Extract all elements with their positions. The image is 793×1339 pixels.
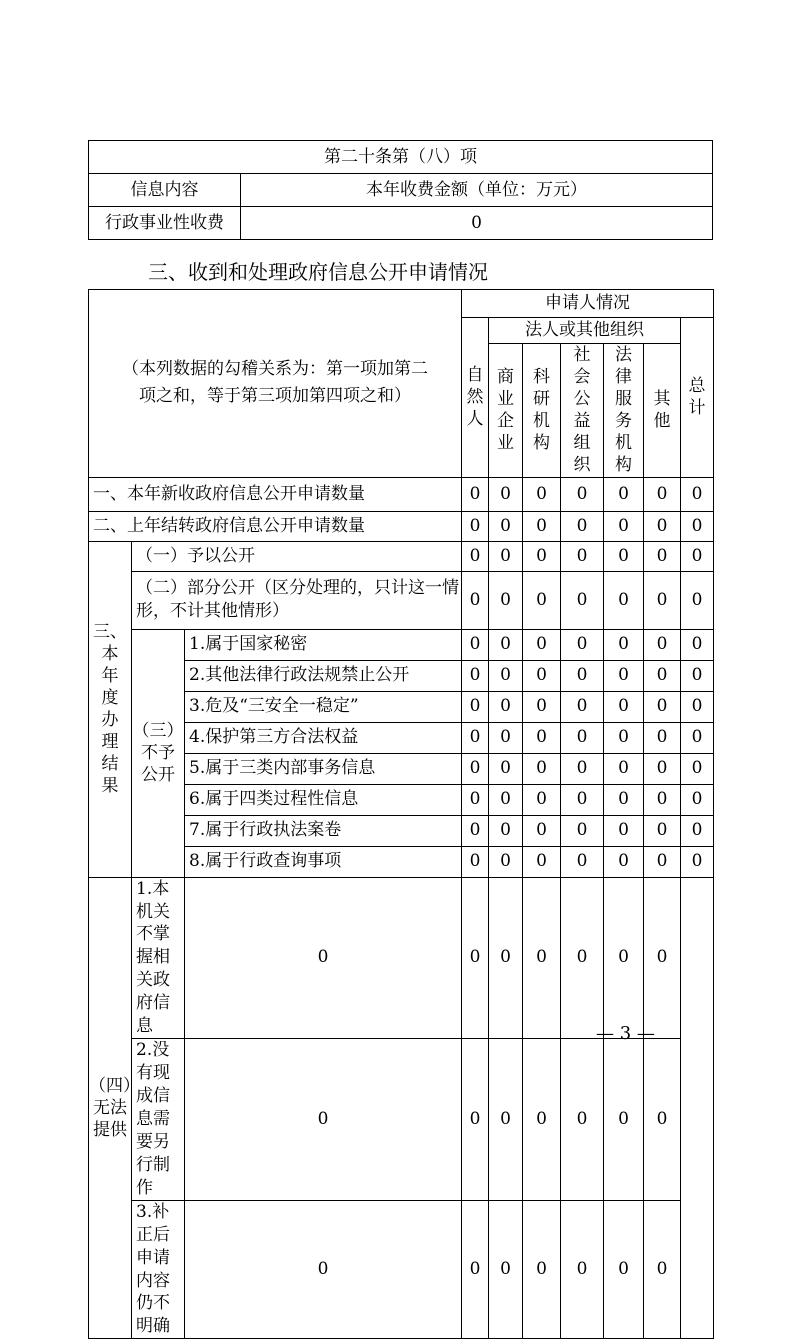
vertical-char: 构: [615, 455, 633, 476]
cell-research: 0: [489, 1039, 523, 1201]
cell-research: 0: [523, 511, 561, 541]
cell-social: 0: [561, 571, 604, 629]
table-row: [89, 629, 714, 660]
col-research: [523, 344, 561, 478]
vertical-char: 科: [533, 367, 551, 388]
cell-natural-person: 0: [462, 815, 489, 846]
cell-legal-service: 0: [604, 511, 644, 541]
table-row: [89, 877, 714, 1039]
row-label: 1.属于国家秘密: [185, 629, 462, 660]
cell-legal-service: 0: [561, 1200, 604, 1339]
vertical-char: 自: [466, 365, 484, 386]
cell-other: 0: [604, 877, 644, 1039]
vertical-char: 度: [101, 687, 119, 708]
vertical-char: 机: [615, 433, 633, 454]
row-label: （一）予以公开: [132, 541, 462, 571]
row-label: 1.本机关不掌握相关政府信息: [132, 877, 185, 1039]
vertical-char: 公开: [141, 765, 175, 786]
row-label: 2.没有现成信息需要另行制作: [132, 1039, 185, 1201]
cell-total: 0: [681, 477, 714, 511]
cell-natural-person: 0: [462, 541, 489, 571]
cell-other: 0: [644, 815, 681, 846]
application-table: [88, 289, 714, 1339]
cell-natural-person: 0: [462, 511, 489, 541]
vertical-char: （四）: [89, 1075, 140, 1096]
cell-natural-person: 0: [185, 1039, 462, 1201]
section-title: 三、收到和处理政府信息公开申请情况: [148, 260, 488, 284]
cell-research: 0: [523, 629, 561, 660]
cell-legal-service: 0: [604, 815, 644, 846]
cell-business: 0: [489, 784, 523, 815]
cell-legal-service: 0: [604, 629, 644, 660]
cell-research: 0: [523, 846, 561, 877]
cell-social: 0: [523, 877, 561, 1039]
vertical-char: 果: [101, 776, 119, 797]
fee-table: [88, 140, 713, 240]
cell-other: 0: [644, 722, 681, 753]
vertical-char: 机: [533, 411, 551, 432]
fee-table-row-value: 0: [241, 207, 713, 240]
group3-sub3-label: [132, 629, 185, 877]
vertical-char: 然: [466, 387, 484, 408]
applicant-header: 申请人情况: [462, 290, 714, 318]
cell-total: 0: [681, 541, 714, 571]
cell-total: 0: [644, 1200, 681, 1339]
vertical-char: 总: [688, 376, 706, 397]
cell-business: 0: [489, 541, 523, 571]
cell-business: 0: [489, 815, 523, 846]
cell-legal-service: 0: [604, 477, 644, 511]
fee-table-col2: 本年收费金额（单位：万元）: [241, 174, 713, 207]
vertical-char: 社: [573, 345, 591, 365]
cell-natural-person: 0: [185, 877, 462, 1039]
cell-social: 0: [561, 815, 604, 846]
cell-total: 0: [681, 722, 714, 753]
col-business: [489, 344, 523, 478]
cell-legal-service: 0: [604, 691, 644, 722]
page-number: — 3 —: [596, 1023, 655, 1044]
col-social: [561, 344, 604, 478]
cell-other: 0: [604, 1200, 644, 1339]
cell-research: 0: [489, 877, 523, 1039]
table-row: [89, 571, 714, 629]
vertical-char: 织: [573, 455, 591, 476]
cell-research: 0: [523, 541, 561, 571]
row-label: 3.危及“三安全一稳定”: [185, 691, 462, 722]
vertical-char: 办: [101, 710, 119, 731]
table-note: [89, 290, 462, 478]
row-label: 2.其他法律行政法规禁止公开: [185, 660, 462, 691]
cell-other: 0: [644, 541, 681, 571]
cell-total: 0: [681, 784, 714, 815]
vertical-char: 构: [533, 433, 551, 454]
cell-other: 0: [604, 1039, 644, 1201]
cell-total: 0: [644, 877, 681, 1039]
cell-social: 0: [561, 511, 604, 541]
cell-total: 0: [681, 511, 714, 541]
cell-business: 0: [489, 846, 523, 877]
cell-natural-person: 0: [462, 846, 489, 877]
cell-business: 0: [489, 511, 523, 541]
cell-total: 0: [681, 753, 714, 784]
fee-table-col1: 信息内容: [89, 174, 241, 207]
cell-research: 0: [523, 477, 561, 511]
cell-business: 0: [489, 571, 523, 629]
vertical-char: 三、: [93, 621, 127, 642]
col-other: [644, 344, 681, 478]
cell-legal-service: 0: [561, 877, 604, 1039]
cell-total: 0: [681, 660, 714, 691]
cell-natural-person: 0: [462, 571, 489, 629]
cell-business: 0: [462, 1200, 489, 1339]
cell-business: 0: [489, 753, 523, 784]
row-label: 8.属于行政查询事项: [185, 846, 462, 877]
cell-total: 0: [681, 691, 714, 722]
note-line-2: 项之和，等于第三项加第四项之和）: [139, 386, 411, 407]
cell-business: 0: [489, 691, 523, 722]
vertical-char: 法: [615, 345, 633, 365]
group3-label: [89, 541, 132, 877]
vertical-char: 公: [573, 389, 591, 410]
vertical-char: 理: [101, 732, 119, 753]
cell-total: 0: [681, 571, 714, 629]
vertical-char: 提供: [93, 1119, 127, 1140]
cell-legal-service: 0: [604, 846, 644, 877]
cell-natural-person: 0: [462, 722, 489, 753]
cell-legal-service: 0: [561, 1039, 604, 1201]
table-row: [89, 541, 714, 571]
cell-social: 0: [561, 660, 604, 691]
col-legal-service: [604, 344, 644, 478]
vertical-char: 年: [101, 665, 119, 686]
vertical-char: 业: [497, 433, 515, 454]
cell-research: 0: [523, 815, 561, 846]
vertical-char: 业: [497, 389, 515, 410]
cell-business: 0: [489, 629, 523, 660]
table-row: [89, 511, 714, 541]
cell-natural-person: 0: [462, 629, 489, 660]
cell-other: 0: [644, 629, 681, 660]
cell-social: 0: [561, 477, 604, 511]
fee-table-header: 第二十条第（八）项: [89, 141, 713, 174]
cell-social: 0: [561, 753, 604, 784]
row-label: 6.属于四类过程性信息: [185, 784, 462, 815]
cell-business: 0: [489, 722, 523, 753]
vertical-char: 研: [533, 389, 551, 410]
cell-research: 0: [523, 571, 561, 629]
vertical-char: 务: [615, 411, 633, 432]
cell-research: 0: [523, 691, 561, 722]
row-label: 7.属于行政执法案卷: [185, 815, 462, 846]
row-label: 一、本年新收政府信息公开申请数量: [89, 477, 462, 511]
cell-business: 0: [489, 477, 523, 511]
cell-social: 0: [523, 1200, 561, 1339]
cell-natural-person: 0: [185, 1200, 462, 1339]
vertical-char: 会: [573, 367, 591, 388]
cell-business: 0: [462, 1039, 489, 1201]
vertical-char: 本: [101, 643, 119, 664]
cell-natural-person: 0: [462, 477, 489, 511]
cell-legal-service: 0: [604, 660, 644, 691]
cell-business: 0: [489, 660, 523, 691]
application-table-body: [89, 290, 714, 1339]
cell-other: 0: [644, 753, 681, 784]
cell-social: 0: [561, 629, 604, 660]
vertical-char: （三）: [132, 720, 184, 741]
cell-other: 0: [644, 691, 681, 722]
cell-business: 0: [462, 877, 489, 1039]
table-row: [89, 477, 714, 511]
cell-legal-service: 0: [604, 541, 644, 571]
cell-research: 0: [523, 753, 561, 784]
vertical-char: 计: [688, 398, 706, 419]
cell-social: 0: [561, 541, 604, 571]
table-row: [89, 1200, 714, 1339]
cell-other: 0: [644, 846, 681, 877]
vertical-char: 不予: [141, 743, 175, 764]
cell-social: 0: [561, 846, 604, 877]
vertical-char: 商: [497, 367, 515, 388]
row-label: 5.属于三类内部事务信息: [185, 753, 462, 784]
vertical-char: 服: [615, 389, 633, 410]
row-label: 4.保护第三方合法权益: [185, 722, 462, 753]
cell-total: 0: [681, 815, 714, 846]
cell-natural-person: 0: [462, 784, 489, 815]
cell-social: 0: [561, 784, 604, 815]
vertical-char: 他: [653, 411, 671, 432]
row-label: （二）部分公开（区分处理的，只计这一情形，不计其他情形）: [132, 571, 462, 629]
group3-sub4-label: [89, 877, 140, 1339]
cell-research: 0: [523, 784, 561, 815]
vertical-char: 益: [573, 411, 591, 432]
cell-research: 0: [489, 1200, 523, 1339]
cell-total: 0: [681, 846, 714, 877]
cell-other: 0: [644, 660, 681, 691]
row-label: 3.补正后申请内容仍不明确: [132, 1200, 185, 1339]
vertical-char: 组: [573, 433, 591, 454]
cell-other: 0: [644, 571, 681, 629]
cell-natural-person: 0: [462, 691, 489, 722]
cell-other: 0: [644, 511, 681, 541]
cell-other: 0: [644, 784, 681, 815]
cell-legal-service: 0: [604, 722, 644, 753]
col-natural-person: [462, 318, 489, 478]
cell-other: 0: [644, 477, 681, 511]
legal-person-header: 法人或其他组织: [489, 318, 681, 344]
cell-research: 0: [523, 660, 561, 691]
vertical-char: 其: [653, 389, 671, 410]
cell-legal-service: 0: [604, 784, 644, 815]
cell-total: 0: [644, 1039, 681, 1201]
vertical-char: 企: [497, 411, 515, 432]
table-row: [89, 1039, 714, 1201]
note-line-1: （本列数据的勾稽关系为：第一项加第二: [122, 359, 428, 380]
vertical-char: 结: [101, 754, 119, 775]
cell-social: 0: [561, 691, 604, 722]
cell-legal-service: 0: [604, 571, 644, 629]
col-total: [681, 318, 714, 478]
vertical-char: 人: [466, 409, 484, 430]
cell-research: 0: [523, 722, 561, 753]
fee-table-row-label: 行政事业性收费: [89, 207, 241, 240]
cell-social: 0: [523, 1039, 561, 1201]
cell-legal-service: 0: [604, 753, 644, 784]
cell-social: 0: [561, 722, 604, 753]
cell-total: 0: [681, 629, 714, 660]
cell-natural-person: 0: [462, 753, 489, 784]
cell-natural-person: 0: [462, 660, 489, 691]
vertical-char: 律: [615, 367, 633, 388]
vertical-char: 无法: [93, 1097, 127, 1118]
row-label: 二、上年结转政府信息公开申请数量: [89, 511, 462, 541]
